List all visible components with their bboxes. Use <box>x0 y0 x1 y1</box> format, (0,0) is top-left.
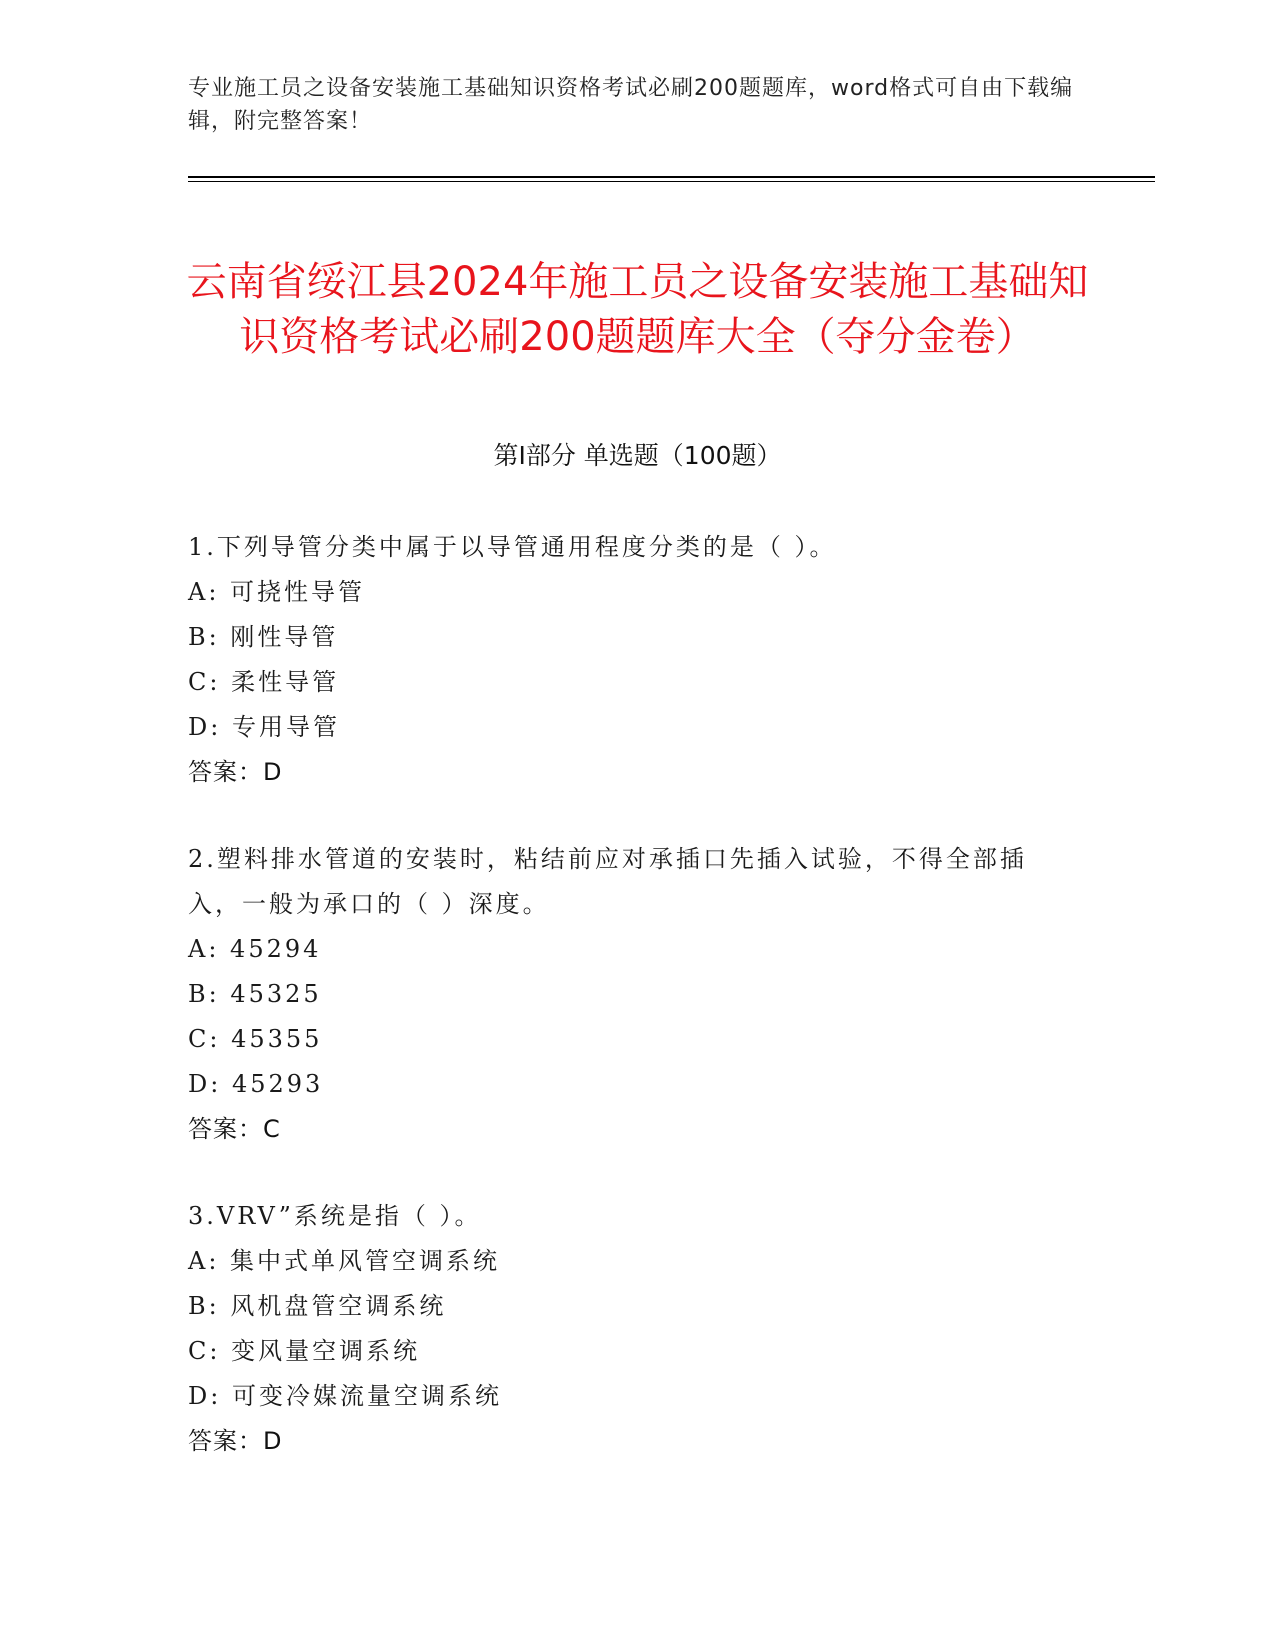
section-title: 第I部分 单选题（100题） <box>493 441 782 470</box>
header-divider-thin <box>188 181 1155 182</box>
question-option: C: 变风量空调系统 <box>188 1337 421 1365</box>
question-answer: 答案：D <box>188 758 283 786</box>
question-item <box>188 837 1068 1152</box>
question-option: A: 可挠性导管 <box>188 578 366 606</box>
question-option: D: 专用导管 <box>188 713 340 741</box>
question-item <box>188 525 1068 795</box>
header-divider-thick <box>188 176 1155 178</box>
question-option: B: 刚性导管 <box>188 623 339 651</box>
question-stem: 2.塑料排水管道的安装时，粘结前应对承插口先插入试验，不得全部插入，一般为承口的（ ）深度。 <box>188 845 1027 918</box>
question-option: A: 45294 <box>188 935 322 963</box>
question-option: B: 45325 <box>188 980 322 1008</box>
header-note: 专业施工员之设备安装施工基础知识资格考试必刷200题题库，word格式可自由下载编辑，附完整答案！ <box>188 76 1074 134</box>
question-answer: 答案：D <box>188 1427 283 1455</box>
question-stem: 1.下列导管分类中属于以导管通用程度分类的是（ ）。 <box>188 533 837 561</box>
question-option: A: 集中式单风管空调系统 <box>188 1247 501 1275</box>
question-list <box>188 525 1068 1506</box>
question-option: D: 45293 <box>188 1070 324 1098</box>
question-option: D: 可变冷媒流量空调系统 <box>188 1382 502 1410</box>
question-option: C: 45355 <box>188 1025 323 1053</box>
question-option: C: 柔性导管 <box>188 668 340 696</box>
question-item <box>188 1194 1068 1464</box>
question-stem: 3.VRV”系统是指（ ）。 <box>188 1202 482 1230</box>
question-option: B: 风机盘管空调系统 <box>188 1292 447 1320</box>
document-title: 云南省绥江县2024年施工员之设备安装施工基础知识资格考试必刷200题题库大全（夺分金卷） <box>186 258 1089 360</box>
question-answer: 答案：C <box>188 1115 281 1143</box>
